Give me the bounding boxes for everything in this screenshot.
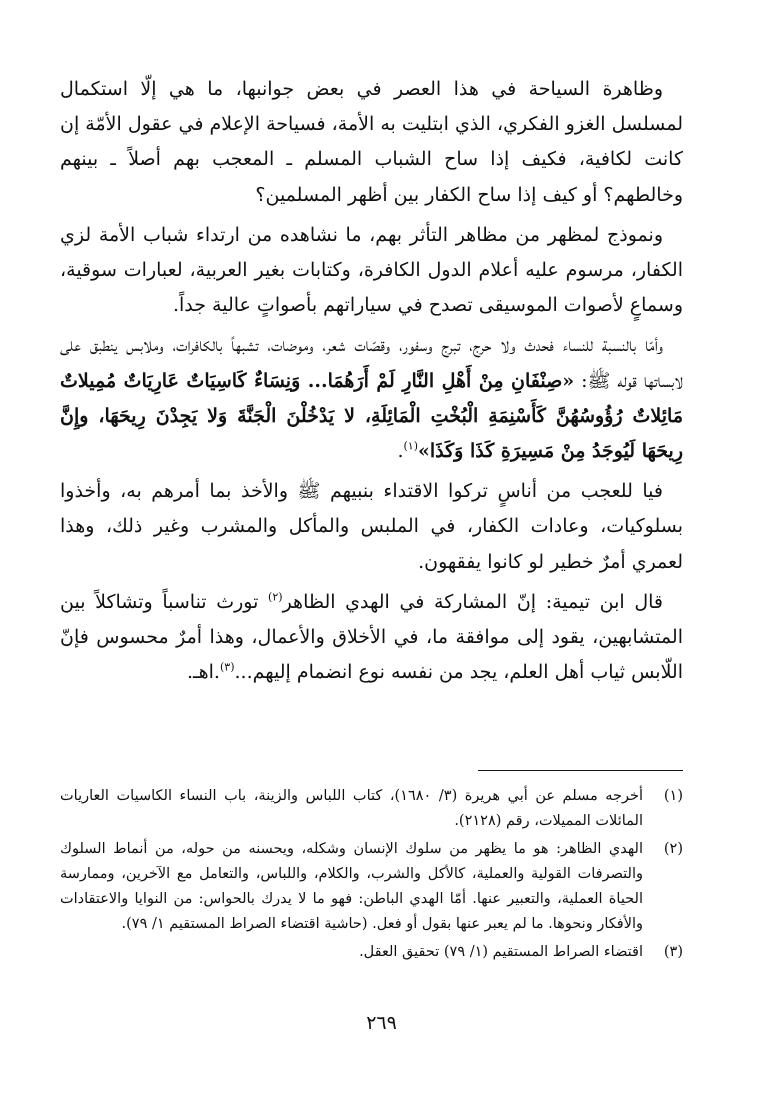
footnote-3 xyxy=(60,940,683,965)
paragraph-text-a: قال ابن تيمية: إنّ المشاركة في الهدي الظاهر xyxy=(282,590,664,613)
footnote-text: اقتضاء الصراط المستقيم (١/ ٧٩) تحقيق العقل. xyxy=(359,944,643,960)
main-text xyxy=(60,72,683,695)
footnote-number: (٣) xyxy=(663,944,683,960)
footnote-ref-2[interactable]: (٢) xyxy=(268,590,283,604)
footnote-ref-1[interactable]: (١) xyxy=(403,439,418,453)
paragraph-intro: وأمّا بالنسبة للنساء فحدث ولا حرج، تبرج وسفور، وقصّات شعر، وموضات، تشبهاً بالكافرات، وملابس ينطبق على لابساتها قوله ﷺ: xyxy=(60,334,683,392)
footnotes xyxy=(60,784,683,968)
footnote-2 xyxy=(60,837,683,937)
hadith-quote: «صِنْفَانِ مِنْ أَهْلِ النَّارِ لَمْ أَرَهُمَا... وَنِسَاءٌ كَاسِيَاتٌ عَارِيَاتٌ مُمِيلاتٌ مَائِلاتٌ رُؤُوسُهُنَّ كَأَسْنِمَةِ الْبُخْتِ الْمَائِلَةِ، لا يَدْخُلْنَ الْجَنَّةَ وَلا يَجِدْنَ رِيحَهَا، وإِنَّ رِيحَهَا لَيُوجَدُ مِنْ مَسِيرَةِ كَذَا وَكَذَا» xyxy=(60,369,683,463)
paragraph-text-c: .اهـ. xyxy=(187,661,220,684)
footnote-number: (٢) xyxy=(663,841,683,857)
paragraph-end: . xyxy=(397,440,404,463)
paragraph-text: فيا للعجب من أناسٍ تركوا الاقتداء بنبيهم ﷺ والأخذ بما أمرهم به، وأخذوا بسلوكيات، وعادات الكفار، في الملبس والمأكل والمشرب وغير ذلك، وهذا لعمري أمرٌ خطير لو كانوا يفقهون. xyxy=(60,480,683,573)
footnote-number: (١) xyxy=(663,788,683,804)
footnote-text: الهدي الظاهر: هو ما يظهر من سلوك الإنسان وشكله، ويحسنه من حوله، من أنماط السلوك والتصرفات القولية والعملية، كالأكل والشرب، والكلام، واللباس، والتعامل مع الآخرين، وممارسة الحياة العملية، والتعبير عنها. أمّا الهدي الباطن: فهو ما لا يدرك بالحواس: من النوايا والاعتقادات والأفكار ونحوها. ما لم يعبر عنها بقول أو فعل. (حاشية اقتضاء الصراط المستقيم ١/ ٧٩). xyxy=(60,841,643,932)
paragraph-imitation-example xyxy=(60,218,683,324)
footnote-text: أخرجه مسلم عن أبي هريرة (٣/ ١٦٨٠)، كتاب اللباس والزينة، باب النساء الكاسيات العاريات المائلات المميلات، رقم (٢١٢٨). xyxy=(60,788,643,829)
paragraph-text-b: تورث تناسباً وتشاكلاً بين المتشابهين، يقود إلى موافقة ما، في الأخلاق والأعمال، وهذا أمرٌ محسوس فإنّ اللّابس ثياب أهل العلم، يجد من نفسه نوع انضمام إليهم... xyxy=(60,590,683,684)
paragraph-tourism xyxy=(60,72,683,213)
paragraph-ibn-taymiyyah xyxy=(60,585,683,691)
paragraph-text: ونموذج لمظهر من مظاهر التأثر بهم، ما نشاهده من ارتداء شباب الأمة لزي الكفار، مرسوم عليه أعلام الدول الكافرة، وكتابات بغير العربية، لعبارات سوقية، وسماعٍ لأصوات الموسيقى تصدح في سياراتهم بأصواتٍ عالية جداً. xyxy=(60,223,683,317)
footnote-ref-3[interactable]: (٣) xyxy=(219,660,235,674)
paragraph-wonder xyxy=(60,474,683,580)
paragraph-text: وظاهرة السياحة في هذا العصر في بعض جوانبها، ما هي إلّا استكمال لمسلسل الغزو الفكري، الذي ابتليت به الأمة، فسياحة الإعلام في عقول الأمّة إن كانت لكافية، فكيف إذا ساح الشباب المسلم ـ المعجب بهم أصلاً ـ بينهم وخالطهم؟ أو كيف إذا ساح الكفار بين أظهر المسلمين؟ xyxy=(60,78,683,206)
paragraph-women-hadith xyxy=(60,328,683,469)
footnote-1 xyxy=(60,784,683,834)
footnote-divider xyxy=(478,770,683,771)
page-number: ٢٦٩ xyxy=(366,1012,397,1034)
